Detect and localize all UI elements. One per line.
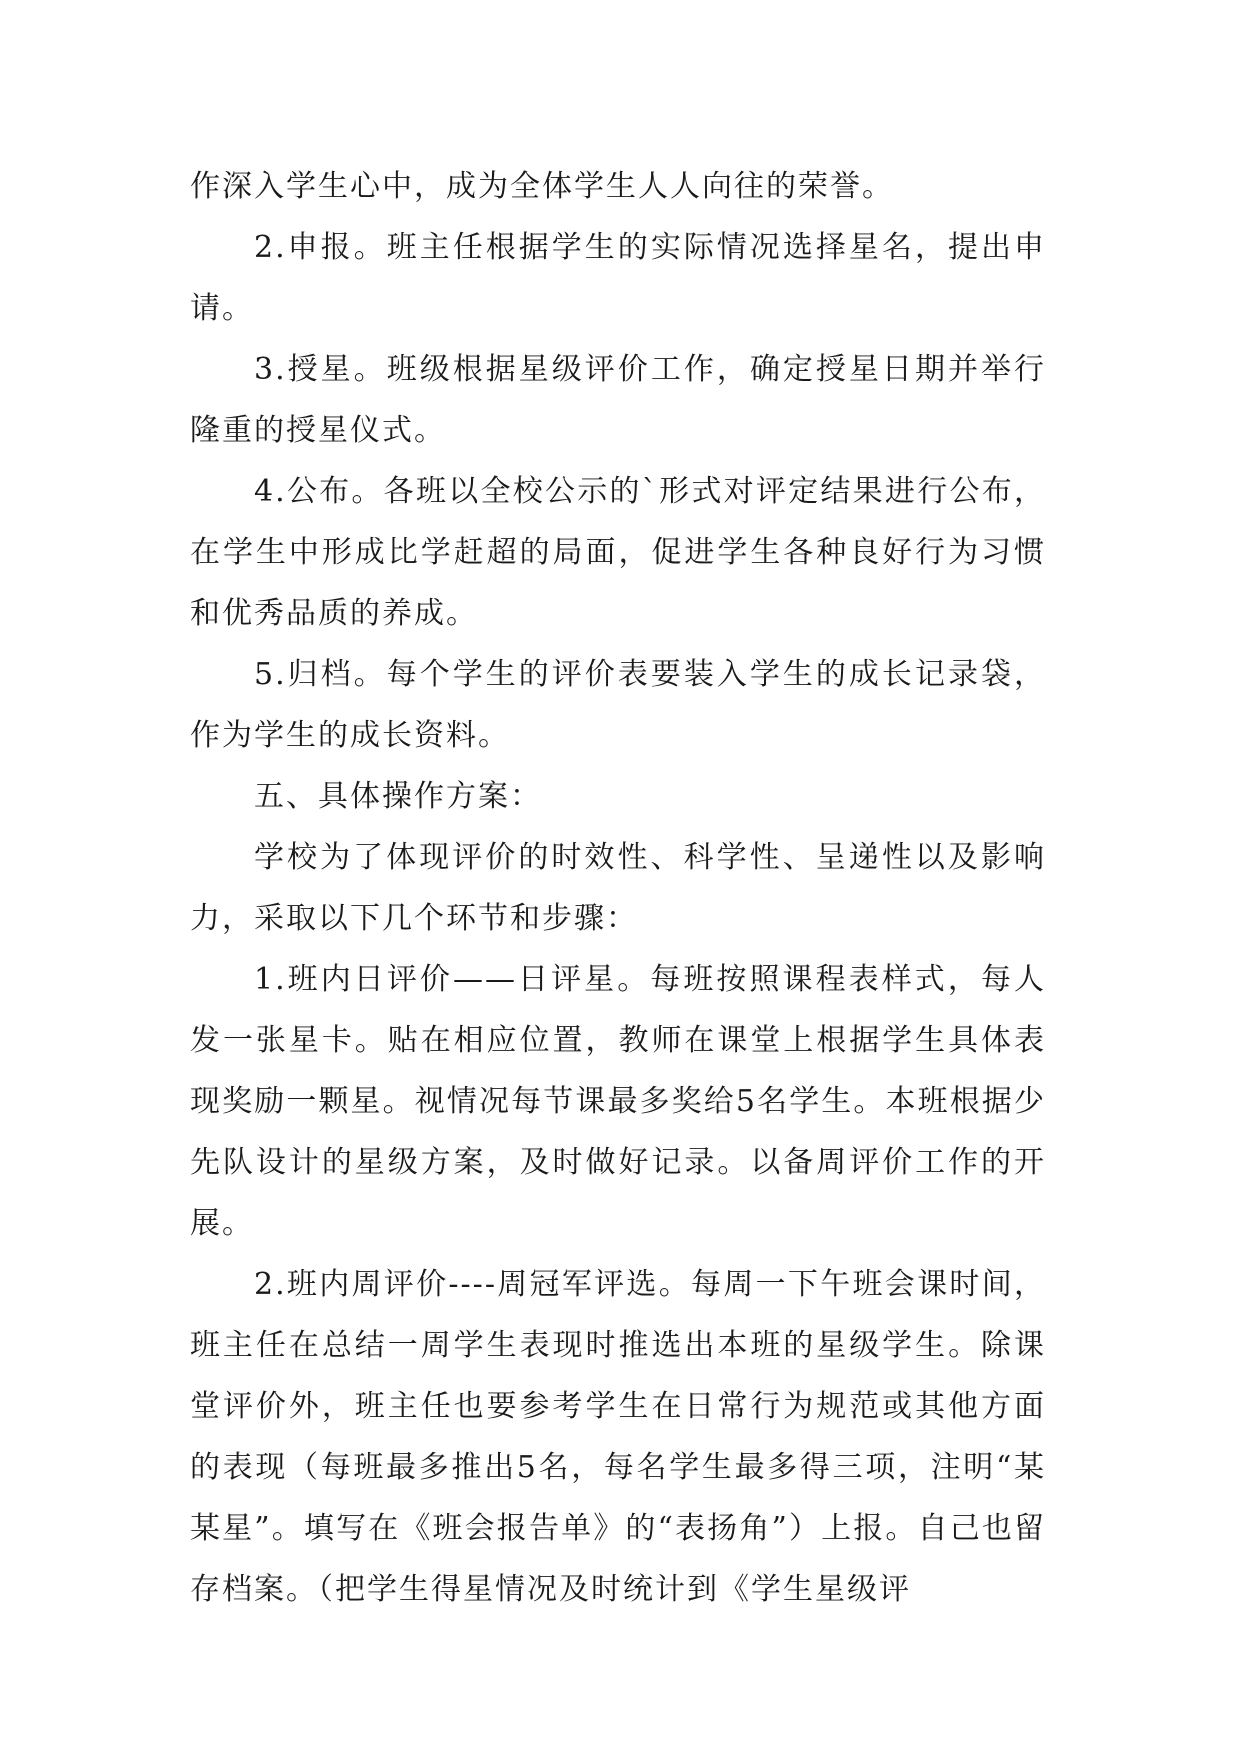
paragraph-8: 1.班内日评价——日评星。每班按照课程表样式，每人发一张星卡。贴在相应位置，教师在课堂上根据学生具体表现奖励一颗星。视情况每节课最多奖给5名学生。本班根据少先队设计的星级方案，及时做好记录。以备周评价工作的开展。 xyxy=(190,962,1046,1241)
paragraph-1: 作深入学生心中，成为全体学生人人向往的荣誉。 xyxy=(190,169,894,204)
paragraph-9: 2.班内周评价----周冠军评选。每周一下午班会课时间，班主任在总结一周学生表现时推选出本班的星级学生。除课堂评价外，班主任也要参考学生在日常行为规范或其他方面的表现（每班最多推出5名，每名学生最多得三项，注明“某某星”。填写在《班会报告单》的“表扬角”）上报。自己也留存档案。（把学生得星情况及时统计到《学生星级评 xyxy=(190,1267,1046,1607)
paragraph-4: 4.公布。各班以全校公示的`形式对评定结果进行公布，在学生中形成比学赶超的局面，促进学生各种良好行为习惯和优秀品质的养成。 xyxy=(190,474,1046,631)
document-body xyxy=(190,156,1046,1620)
paragraph-7: 学校为了体现评价的时效性、科学性、呈递性以及影响力，采取以下几个环节和步骤： xyxy=(190,840,1046,936)
section-heading: 五、具体操作方案： xyxy=(254,779,542,814)
paragraph-3: 3.授星。班级根据星级评价工作，确定授星日期并举行隆重的授星仪式。 xyxy=(190,352,1046,448)
paragraph-5: 5.归档。每个学生的评价表要装入学生的成长记录袋，作为学生的成长资料。 xyxy=(190,657,1046,753)
paragraph-2: 2.申报。班主任根据学生的实际情况选择星名，提出申请。 xyxy=(190,230,1046,326)
